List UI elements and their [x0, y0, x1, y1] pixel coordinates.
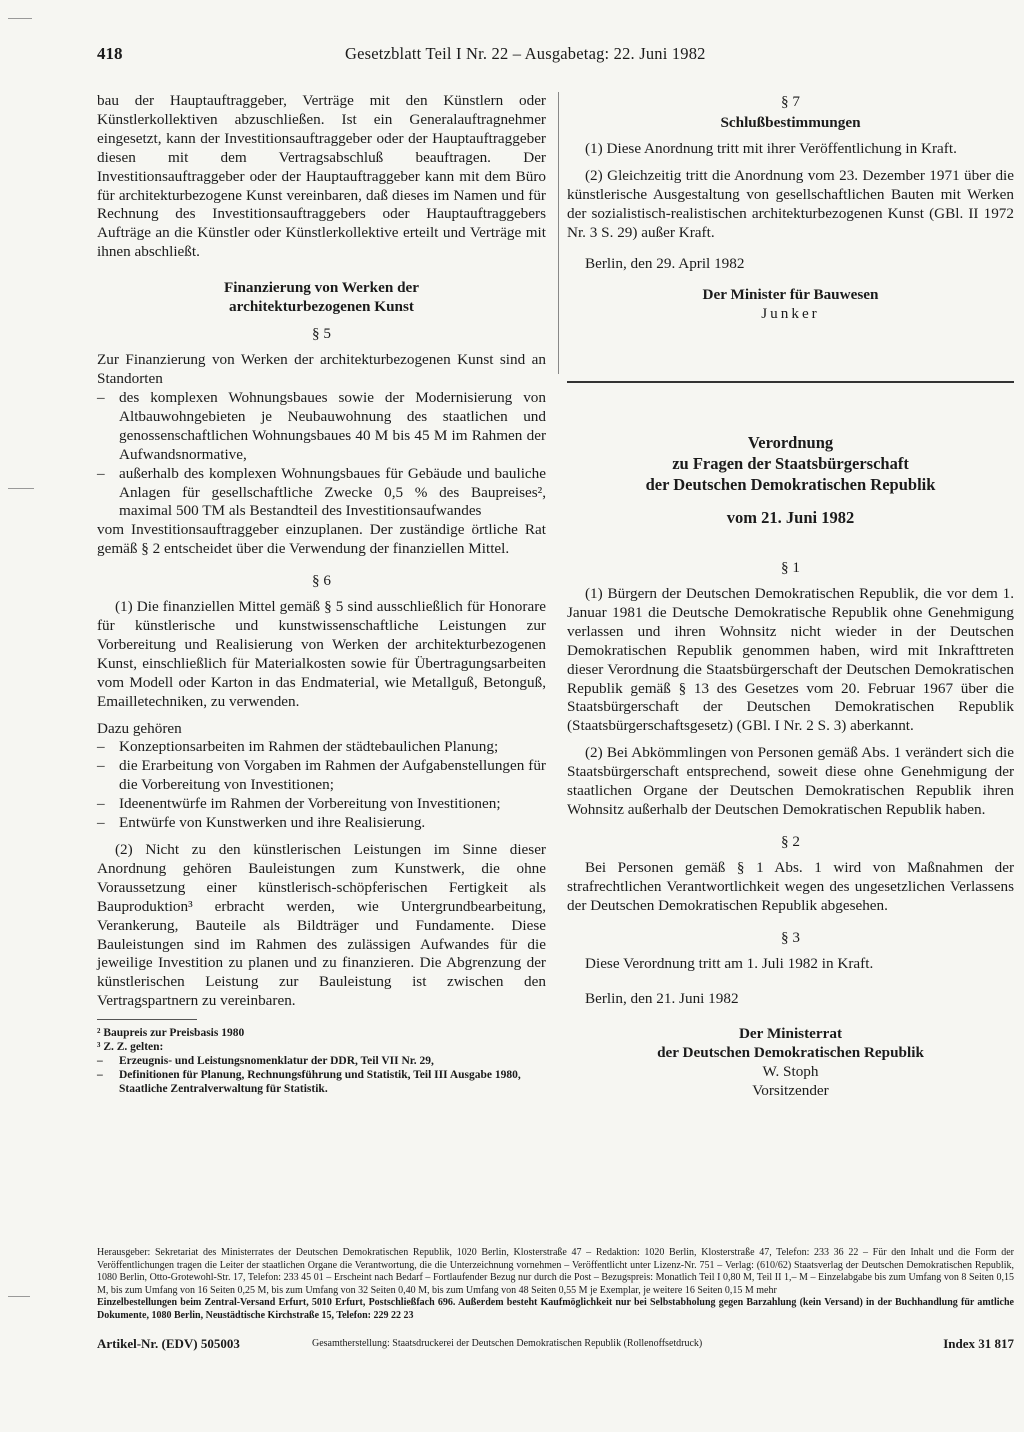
paragraph-7-2: (2) Gleichzeitig tritt die Anordnung vom 23. Dezember 1971 über die künstlerische Ausgestaltung von gesellschaftlichen Bauten mit Werken der sozialistisch-realistischen architekturbezogenen Kunst (GBl. II 1972 Nr. 3 S. 29) außer Kraft. — [567, 166, 1014, 241]
section-1-symbol: § 1 — [781, 559, 800, 576]
paragraph-6-symbol: § 6 — [312, 572, 331, 590]
section-2-symbol: § 2 — [781, 832, 800, 850]
signer-1-title: Der Minister für Bauwesen — [702, 286, 879, 304]
section-heading — [97, 278, 546, 316]
list-item: – die Erarbeitung von Vorgaben im Rahmen der Aufgabenstellungen für die Vorbereitung von Investitionen; — [97, 757, 546, 795]
section-heading-line-1: Finanzierung von Werken der — [223, 279, 420, 297]
section-1-2: (2) Bei Abkömmlingen von Personen gemäß Abs. 1 verändert sich die Staatsbürgerschaft entsprechend, soweit diese ohne Genehmigung der staatlichen Organe der Deutschen Demokratischen Republik ihren Wohnsitz außerhalb der Deutschen Demokratischen Republik haben. — [567, 744, 1014, 818]
section-heading-line-2: architekturbezogenen Kunst — [229, 298, 414, 316]
page-number: 418 — [97, 44, 123, 63]
footnote-3: ³ Z. Z. gelten: — [97, 1041, 164, 1054]
section-3-symbol: § 3 — [781, 928, 800, 946]
column-divider — [558, 92, 559, 374]
signer-2-role: Vorsitzender — [752, 1082, 829, 1100]
signer-2-name: W. Stoph — [762, 1063, 819, 1081]
paragraph-7-heading: Schlußbestimmungen — [720, 114, 861, 131]
gazette-title: Gesetzblatt Teil I Nr. 22 – Ausgabetag: 22. Juni 1982 — [345, 44, 706, 63]
decree-block — [567, 432, 1014, 1100]
list-item: – Definitionen für Planung, Rechnungsführung und Statistik, Teil III Ausgabe 1980, Staatliche Zentralverwaltung für Statistik. — [97, 1068, 546, 1096]
signer-2-org-1: Der Ministerrat — [738, 1025, 843, 1043]
paragraph-7-symbol: § 7 — [781, 93, 800, 110]
decree-date: vom 21. Juni 1982 — [726, 508, 855, 527]
list-item: – Konzeptionsarbeiten im Rahmen der städtebaulichen Planung; — [97, 738, 546, 757]
paragraph-7-1: (1) Diese Anordnung tritt mit ihrer Veröffentlichung in Kraft. — [585, 140, 957, 157]
list-item: – Erzeugnis- und Leistungsnomenklatur der DDR, Teil VII Nr. 29, — [97, 1054, 546, 1068]
signer-1-name: Junker — [761, 305, 820, 323]
index-number: Index 31 817 — [943, 1336, 1014, 1351]
list-item: – außerhalb des komplexen Wohnungsbaues für Gebäude und bauliche Anlagen für gesellschaftliche Zwecke 0,5 % des Baupreises², maximal 500 TM als Bestandteil des Investitionsaufwandes — [97, 465, 546, 522]
intro-paragraph: bau der Hauptauftraggeber, Verträge mit den Künstlern oder Künstlerkollektiven abzuschließen. Ist ein Generalauftragnehmer eingesetzt, kann der Investitionsauftraggeber oder der Hauptauftraggeber diesen mit dem Vertragsabschluß beauftragen. Der Investitionsauftraggeber oder der Hauptauftraggeber kann mit dem Büro für architekturbezogene Kunst vereinbaren, daß dieses im Namen und für Rechnung des Investitionsauftraggebers oder Hauptauftraggebers Aufträge an die Künstler oder Künstlerkollektive erteilt und Verträge mit ihnen abschließt. — [97, 92, 546, 261]
right-column — [567, 92, 1014, 323]
paragraph-5-symbol: § 5 — [312, 325, 331, 343]
paragraph-6-list — [97, 738, 546, 833]
paragraph-6-1: (1) Die finanziellen Mittel gemäß § 5 sind ausschließlich für Honorare für künstlerische und kunstwissenschaftliche Leistungen zur Vorbereitung und Realisierung von Werken der architekturbezogenen Kunst, einschließlich für Materialkosten sowie für Übertragungsarbeiten vom Modell oder Karton in das Endmaterial, wie Metallguß, Betonguß, Emailletechniken, zu verwenden. — [97, 598, 546, 710]
signing-date-2: Berlin, den 21. Juni 1982 — [585, 989, 739, 1007]
footnote-rule — [97, 1019, 197, 1020]
list-item: – des komplexen Wohnungsbaues sowie der Modernisierung von Altbauwohngebieten je Neubauwohnung des staatlichen und genossenschaftlichen Wohnungsbaues 40 M bis 45 M im Rahmen der Aufwandsnormative, — [97, 389, 546, 465]
list-item: – Ideenentwürfe im Rahmen der Vorbereitung von Investitionen; — [97, 795, 546, 814]
section-rule — [567, 381, 1014, 383]
imprint-publisher: Herausgeber: Sekretariat des Ministerrates der Deutschen Demokratischen Republik, 1020 Berlin, Klosterstraße 47 – Redaktion: 1020 Berlin, Klosterstraße 47, Telefon: 233 36 22 – Für den Inhalt und die Form der Veröffentlichungen tragen die Leiter der staatlichen Organe die Verantwortung, die die Unterzeichnung vornehmen – Veröffentlicht unter Lizenz-Nr. 751 – Verlag: (610/62) Staatsverlag der Deutschen Demokratischen Republik, 1080 Berlin, Otto-Grotewohl-Str. 17, Telefon: 233 45 01 – Erscheint nach Bedarf – Fortlaufender Bezug nur durch die Post – Bezugspreis: Monatlich Teil I 0,80 M, Teil II 1,– M – Einzelabgabe bis zum Umfang von 8 Seiten 0,15 M, bis zum Umfang von 16 Seiten 0,25 M, bis zum Umfang von 32 Seiten 0,40 M, bis zum Umfang von 48 Seiten 0,55 M je Exemplar, je weitere 16 Seiten 0,15 M mehr — [97, 1247, 1014, 1296]
printer-note: Gesamtherstellung: Staatsdruckerei der Deutschen Demokratischen Republik (Rollenoffsetdruck) — [312, 1338, 703, 1349]
footnote-3-list — [97, 1054, 546, 1096]
page-header — [97, 44, 797, 70]
signer-2-org-2: der Deutschen Demokratischen Republik — [657, 1044, 924, 1062]
imprint — [97, 1247, 1014, 1322]
margin-mark — [8, 18, 32, 19]
signing-date-1: Berlin, den 29. April 1982 — [585, 254, 745, 272]
list-item: – Entwürfe von Kunstwerken und ihre Realisierung. — [97, 814, 546, 833]
decree-title-2: zu Fragen der Staatsbürgerschaft — [672, 454, 909, 473]
section-2-text: Bei Personen gemäß § 1 Abs. 1 wird von Maßnahmen der strafrechtlichen Verantwortlichkeit wegen des ungesetzlichen Verlassens der Deutschen Demokratischen Republik abgesehen. — [567, 858, 1014, 914]
paragraph-5-outro: vom Investitionsauftraggeber einzuplanen. Der zuständige örtliche Rat gemäß § 2 entscheidet über die Verwendung der finanziellen Mittel. — [97, 521, 546, 558]
paragraph-6-2: (2) Nicht zu den künstlerischen Leistungen im Sinne dieser Anordnung gehören Bauleistungen zum Kunstwerk, die ohne Voraussetzung einer künstlerisch-schöpferischen Fertigkeit als Bauproduktion³ erbracht werden, wie Untergrundbearbeitung, Verankerung, Bauteile als Bildträger und Fundamente. Diese Bauleistungen sind im Rahmen des zulässigen Aufwandes für die jeweilige Investition zu planen und zu finanzieren. Die Abgrenzung der künstlerischen Leistung zur Bauleistung ist zwischen den Vertragspartnern zu vereinbaren. — [97, 841, 546, 1010]
section-3-text: Diese Verordnung tritt am 1. Juli 1982 in Kraft. — [585, 954, 874, 972]
footnote-2: ² Baupreis zur Preisbasis 1980 — [97, 1027, 245, 1040]
imprint-ordering: Einzelbestellungen beim Zentral-Versand Erfurt, 5010 Erfurt, Postschließfach 696. Außerdem besteht Kaufmöglichkeit nur bei Selbstabholung gegen Barzahlung (kein Versand) in der Buchhandlung für amtliche Dokumente, 1080 Berlin, Neustädtische Kirchstraße 15, Telefon: 229 22 23 — [97, 1297, 1014, 1321]
margin-mark — [8, 488, 34, 489]
paragraph-5-list — [97, 389, 546, 521]
decree-title-3: der Deutschen Demokratischen Republik — [645, 475, 936, 494]
article-number: Artikel-Nr. (EDV) 505003 — [97, 1336, 240, 1351]
decree-title-1: Verordnung — [747, 433, 834, 452]
margin-mark — [8, 1296, 30, 1297]
paragraph-6-dazu: Dazu gehören — [97, 719, 182, 737]
page-footer — [97, 1336, 1014, 1356]
paragraph-5-intro: Zur Finanzierung von Werken der architekturbezogenen Kunst sind an Standorten — [97, 351, 546, 388]
left-column — [97, 92, 546, 1096]
section-1-1: (1) Bürgern der Deutschen Demokratischen Republik, die vor dem 1. Januar 1981 die Deutsche Demokratische Republik ohne Genehmigung verlassen und ihren Wohnsitz nicht wieder in der Deutschen Demokratischen Republik genommen haben, wird mit Inkrafttreten dieser Verordnung die Staatsbürgerschaft der Deutschen Demokratischen Republik gemäß § 13 des Gesetzes vom 20. Februar 1967 über die Staatsbürgerschaft der Deutschen Demokratischen Republik (Staatsbürgerschaftsgesetz) (GBl. I Nr. 2 S. 3) aberkannt. — [567, 585, 1014, 735]
